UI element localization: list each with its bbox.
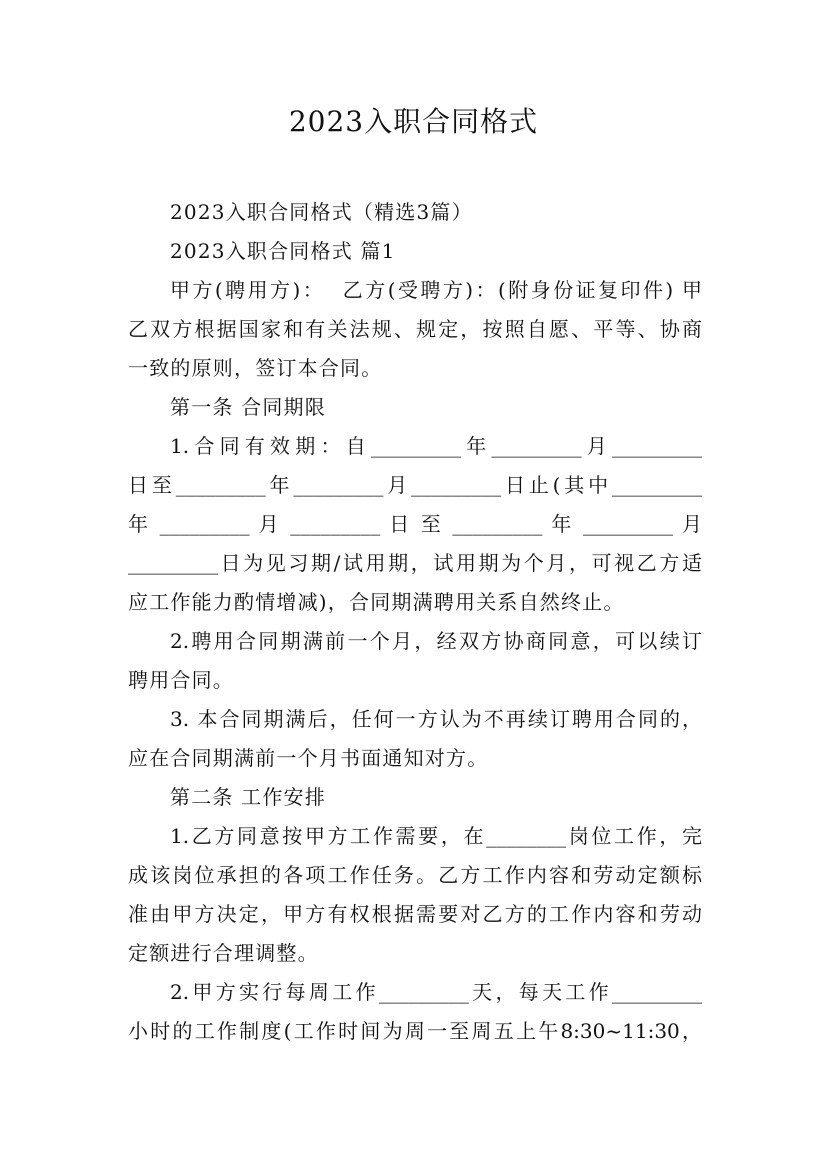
paragraph-line: 甲方(聘用方)： 乙方(受聘方)：(附身份证复印件) 甲 — [170, 278, 702, 302]
paragraph-line: 2.聘用合同期满前一个月，经双方协商同意，可以续订 — [170, 629, 702, 653]
paragraph-line: 日至_________年_________月_________日止(其中_________ — [128, 473, 702, 497]
paragraph-line: 一致的原则，签订本合同。 — [128, 356, 383, 380]
paragraph-line: 成该岗位承担的各项工作任务。乙方工作内容和劳动定额标 — [128, 863, 702, 887]
paragraph-line: 乙双方根据国家和有关法规、规定，按照自愿、平等、协商 — [128, 317, 702, 341]
paragraph-line: _________日为见习期/试用期，试用期为个月，可视乙方适 — [128, 551, 702, 575]
section-heading: 2023入职合同格式 篇1 — [170, 239, 396, 263]
article-heading: 第一条 合同期限 — [170, 395, 326, 419]
paragraph-line: 3. 本合同期满后，任何一方认为不再续订聘用合同的， — [170, 707, 702, 731]
paragraph-line: 聘用合同。 — [128, 668, 234, 692]
paragraph-line: 准由甲方决定，甲方有权根据需要对乙方的工作内容和劳动 — [128, 902, 702, 926]
paragraph-line: 定额进行合理调整。 — [128, 941, 319, 965]
paragraph-line: 1.合同有效期：自_________年_________月_________ — [170, 434, 702, 458]
paragraph-line: 应在合同期满前一个月书面通知对方。 — [128, 746, 489, 770]
paragraph-line: 小时的工作制度(工作时间为周一至周五上午8:30~11:30， — [128, 1019, 702, 1043]
document-title: 2023入职合同格式 — [288, 105, 539, 138]
article-heading: 第二条 工作安排 — [170, 785, 326, 809]
paragraph-line: 应工作能力酌情增减)，合同期满聘用关系自然终止。 — [128, 590, 625, 614]
subtitle-line: 2023入职合同格式（精选3篇） — [170, 200, 473, 224]
paragraph-line: 1.乙方同意按甲方工作需要，在________岗位工作，完 — [170, 824, 702, 848]
paragraph-line: 2.甲方实行每周工作_________天，每天工作_________ — [170, 980, 702, 1004]
paragraph-line: 年 _________ 月 _________ 日 至 _________ 年 _________ 月 — [128, 512, 702, 536]
